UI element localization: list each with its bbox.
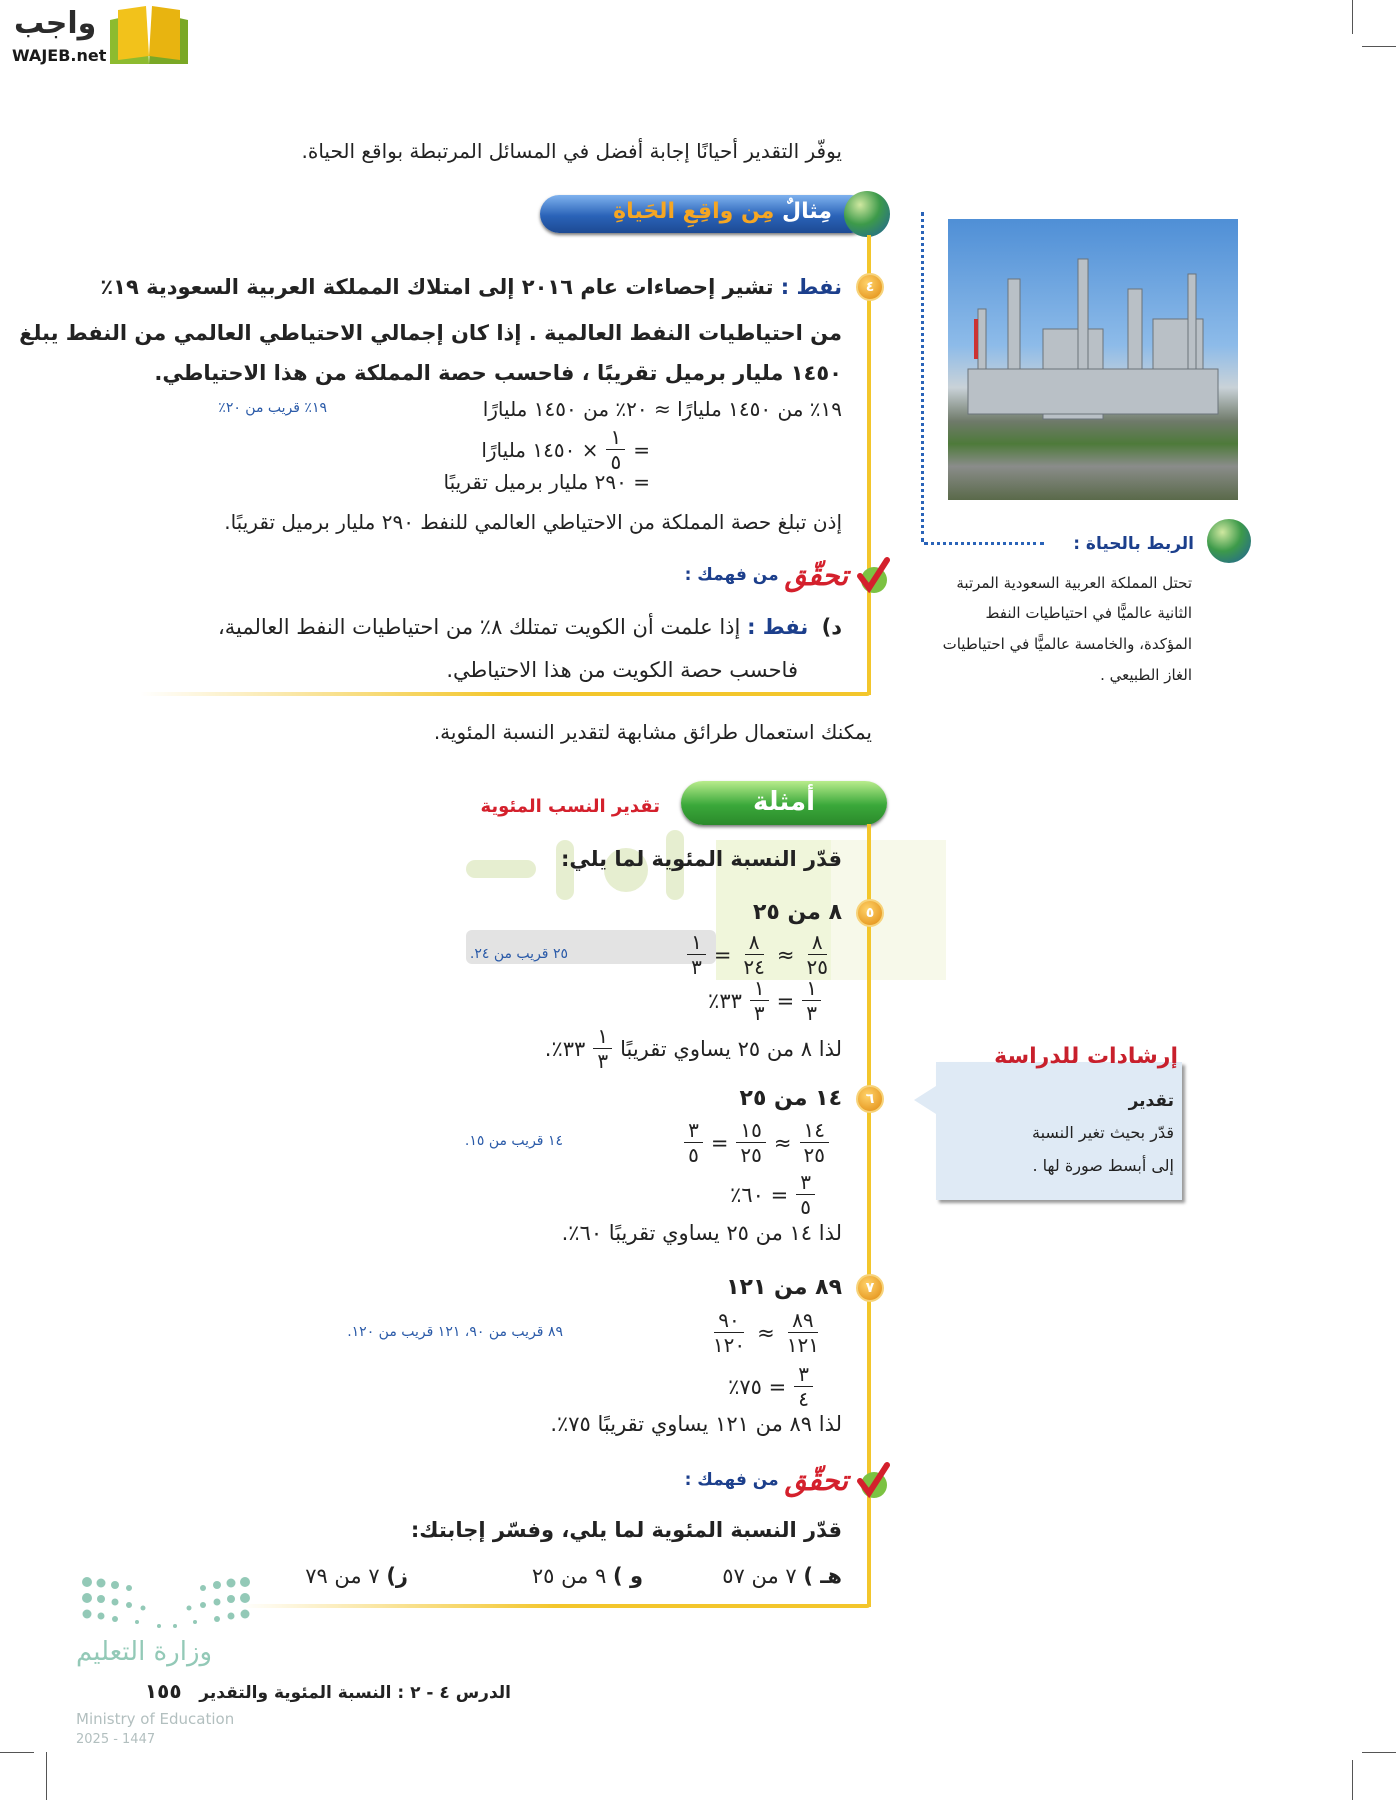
logo-latin: WAJEB.net bbox=[12, 46, 107, 65]
example-number-badge: ٥ bbox=[856, 899, 884, 927]
numerator: ٨ bbox=[745, 930, 764, 955]
example-title: ٨ من ٢٥ bbox=[752, 900, 842, 925]
problem-line: ١٤٥٠ مليار برميل تقريبًا ، فاحسب حصة المملكة من هذا الاحتياطي. bbox=[154, 361, 842, 385]
equation-row bbox=[730, 1170, 815, 1219]
math-token: لذا ١٤ من ٢٥ يساوي تقريبًا ٦٠٪. bbox=[561, 1221, 842, 1245]
dotted-connector bbox=[924, 542, 1044, 545]
crop-mark bbox=[0, 1752, 34, 1753]
real-world-link-line: تحتل المملكة العربية السعودية المرتبة bbox=[956, 574, 1192, 592]
denominator: ٣ bbox=[806, 1001, 817, 1025]
fraction bbox=[709, 1308, 749, 1357]
conclusion-line bbox=[545, 1024, 842, 1073]
real-world-link-line: المؤكدة، والخامسة عالميًّا في احتياطيات bbox=[942, 635, 1192, 653]
fraction bbox=[800, 1118, 829, 1167]
book-icon bbox=[106, 6, 192, 66]
real-world-link-title: الربط بالحياة : bbox=[1073, 534, 1194, 554]
equation-row bbox=[687, 930, 832, 979]
crop-mark bbox=[46, 1752, 47, 1800]
numerator: ٨٩ bbox=[788, 1308, 817, 1333]
fraction bbox=[750, 976, 769, 1025]
denominator: ٣ bbox=[753, 1001, 765, 1025]
math-token: = bbox=[713, 942, 732, 967]
checkmark-icon bbox=[854, 1461, 890, 1499]
ministry-english: Ministry of Education bbox=[76, 1710, 235, 1728]
intro2-text: يمكنك استعمال طرائق مشابهة لتقدير النسبة المئوية. bbox=[433, 720, 872, 744]
denominator: ٥ bbox=[800, 1195, 811, 1219]
yellow-border bbox=[240, 1604, 871, 1608]
crop-mark bbox=[1352, 0, 1353, 34]
example-number-badge: ٤ bbox=[856, 273, 884, 301]
logo-arabic: واجب bbox=[14, 6, 97, 41]
equation-row bbox=[684, 1118, 829, 1167]
study-tip-header: إرشادات للدراسة bbox=[994, 1044, 1178, 1069]
study-tip-line: قدّر بحيث تغير النسبة bbox=[1031, 1123, 1174, 1142]
numerator: ١٤ bbox=[800, 1118, 829, 1143]
example-title: ٨٩ من ١٢١ bbox=[726, 1275, 842, 1300]
calc-line: = $\frac{١}{٥}$ × ١٤٥٠ مليارًا bbox=[481, 425, 650, 474]
crop-mark bbox=[1362, 1752, 1396, 1753]
side-note: ٨٩ قريب من ٩٠، ١٢١ قريب من ١٢٠. bbox=[347, 1324, 563, 1340]
numerator: ٩٠ bbox=[714, 1308, 743, 1333]
math-token: ٣٣٪ bbox=[708, 988, 742, 1013]
calc-line: = ٢٩٠ مليار برميل تقريبًا bbox=[443, 470, 650, 494]
denominator: ٣ bbox=[691, 955, 702, 979]
conclusion-line bbox=[562, 1221, 842, 1245]
denominator: ٢٥ bbox=[803, 1143, 825, 1167]
exercise-item: ز) ٧ من ٧٩ bbox=[305, 1564, 408, 1588]
real-world-link-line: الثانية عالميًّا في احتياطيات النفط bbox=[985, 604, 1192, 622]
check-understanding-header: تحقّق من فهمك : bbox=[685, 1461, 890, 1499]
math-token: = ٧٥٪ bbox=[728, 1374, 787, 1399]
globe-icon bbox=[844, 191, 890, 237]
side-note: ١٤ قريب من ١٥. bbox=[464, 1133, 563, 1149]
examples-prompt: قدّر النسبة المئوية لما يلي: bbox=[560, 847, 842, 871]
ministry-arabic: وزارة التعليم bbox=[76, 1637, 213, 1667]
fraction bbox=[783, 1308, 823, 1357]
yellow-border bbox=[140, 692, 871, 696]
math-token: ≈ bbox=[776, 942, 795, 967]
denominator: ١٢١ bbox=[786, 1333, 819, 1357]
denominator: ٣ bbox=[597, 1049, 609, 1073]
fraction bbox=[802, 976, 821, 1025]
examples-header: أمثلة bbox=[681, 781, 887, 825]
fraction bbox=[794, 1362, 813, 1411]
problem-label: نفط : bbox=[780, 275, 842, 299]
problem-line: نفط : تشير إحصاءات عام ٢٠١٦ إلى امتلاك المملكة العربية السعودية ١٩٪ bbox=[100, 275, 842, 299]
math-token: لذا ٨ من ٢٥ يساوي تقريبًا bbox=[620, 1036, 842, 1061]
footer-lesson: الدرس ٤ - ٢ : النسبة المئوية والتقدير ١٥٥ bbox=[144, 1679, 511, 1703]
denominator: ١٢٠ bbox=[712, 1333, 746, 1357]
globe-icon bbox=[1207, 519, 1251, 563]
denominator: ٤ bbox=[798, 1387, 809, 1411]
denominator: ٢٤ bbox=[743, 955, 765, 979]
header-part2: مِن واقِعِ الحَياةِ bbox=[613, 199, 775, 224]
example-number-badge: ٧ bbox=[856, 1274, 884, 1302]
side-note: ٢٥ قريب من ٢٤. bbox=[469, 946, 568, 962]
fraction bbox=[593, 1024, 612, 1073]
calc-line: ١٩٪ من ١٤٥٠ مليارًا ≈ ٢٠٪ من ١٤٥٠ مليارًا bbox=[482, 397, 842, 421]
ministry-year: 2025 - 1447 bbox=[76, 1732, 156, 1747]
numerator: ١ bbox=[750, 976, 769, 1001]
refinery-photo bbox=[948, 219, 1238, 500]
numerator: ١ bbox=[802, 976, 821, 1001]
math-token: ٣٣٪. bbox=[544, 1036, 586, 1061]
numerator: ٨ bbox=[808, 930, 827, 955]
ministry-logo bbox=[74, 1574, 254, 1754]
crop-mark bbox=[1352, 1760, 1353, 1800]
numerator: ١ bbox=[593, 1024, 612, 1049]
fraction bbox=[803, 930, 832, 979]
fraction bbox=[796, 1170, 815, 1219]
problem-line: من احتياطيات النفط العالمية . إذا كان إجمالي الاحتياطي العالمي من النفط يبلغ bbox=[19, 321, 842, 345]
fraction bbox=[739, 930, 768, 979]
wajeb-logo[interactable] bbox=[6, 6, 192, 70]
side-note: ١٩٪ قريب من ٢٠٪ bbox=[218, 400, 327, 416]
equation-row bbox=[709, 1308, 823, 1357]
examples-subtitle: تقدير النسب المئوية bbox=[480, 796, 660, 817]
crop-mark bbox=[1362, 46, 1396, 47]
fraction bbox=[687, 930, 706, 979]
numerator: ١ bbox=[687, 930, 706, 955]
check-prompt: قدّر النسبة المئوية لما يلي، وفسّر إجابتك: bbox=[410, 1518, 842, 1542]
intro-text: يوفّر التقدير أحيانًا إجابة أفضل في المسائل المرتبطة بواقع الحياة. bbox=[301, 139, 842, 163]
denominator: ٢٥ bbox=[806, 955, 828, 979]
check-item-line: فاحسب حصة الكويت من هذا الاحتياطي. bbox=[446, 658, 798, 682]
numerator: ٣ bbox=[794, 1362, 813, 1387]
denominator: ٢٥ bbox=[740, 1143, 762, 1167]
denominator: ٥ bbox=[688, 1143, 699, 1167]
page-number: ١٥٥ bbox=[144, 1679, 182, 1703]
yellow-border bbox=[867, 235, 871, 695]
exercise-item: هـ ) ٧ من ٥٧ bbox=[722, 1564, 842, 1588]
math-token: = bbox=[776, 988, 795, 1013]
fraction bbox=[684, 1118, 703, 1167]
study-tip-line: إلى أبسط صورة لها . bbox=[1032, 1156, 1174, 1175]
math-token: ≈ bbox=[773, 1130, 792, 1155]
math-token: ≈ bbox=[757, 1320, 775, 1345]
check-item: د) نفط : إذا علمت أن الكويت تمتلك ٨٪ من احتياطيات النفط العالمية، bbox=[217, 615, 842, 639]
real-world-link-line: الغاز الطبيعي . bbox=[1100, 666, 1192, 684]
study-tip-title: تقدير bbox=[1128, 1091, 1174, 1111]
real-world-example-header bbox=[540, 193, 890, 235]
math-token: = ٦٠٪ bbox=[730, 1182, 789, 1207]
conclusion-line: إذن تبلغ حصة المملكة من الاحتياطي العالمي للنفط ٢٩٠ مليار برميل تقريبًا. bbox=[224, 510, 842, 534]
example-title: ١٤ من ٢٥ bbox=[739, 1086, 842, 1111]
fraction bbox=[736, 1118, 765, 1167]
ministry-dots-icon bbox=[79, 1574, 254, 1632]
header-part1: مِثالٌ bbox=[782, 199, 832, 224]
exercise-item: و ) ٩ من ٢٥ bbox=[531, 1564, 643, 1588]
checkmark-icon bbox=[854, 556, 890, 594]
math-token: لذا ٨٩ من ١٢١ يساوي تقريبًا ٧٥٪. bbox=[550, 1412, 842, 1436]
numerator: ٣ bbox=[796, 1170, 815, 1195]
example-number-badge: ٦ bbox=[856, 1085, 884, 1113]
equation-row bbox=[728, 1362, 813, 1411]
math-token: = bbox=[710, 1130, 729, 1155]
check-understanding-header: تحقّق من فهمك : bbox=[685, 556, 890, 594]
equation-row bbox=[708, 976, 821, 1025]
numerator: ٣ bbox=[684, 1118, 703, 1143]
conclusion-line bbox=[550, 1412, 842, 1436]
dotted-connector bbox=[921, 212, 924, 542]
numerator: ١٥ bbox=[736, 1118, 765, 1143]
